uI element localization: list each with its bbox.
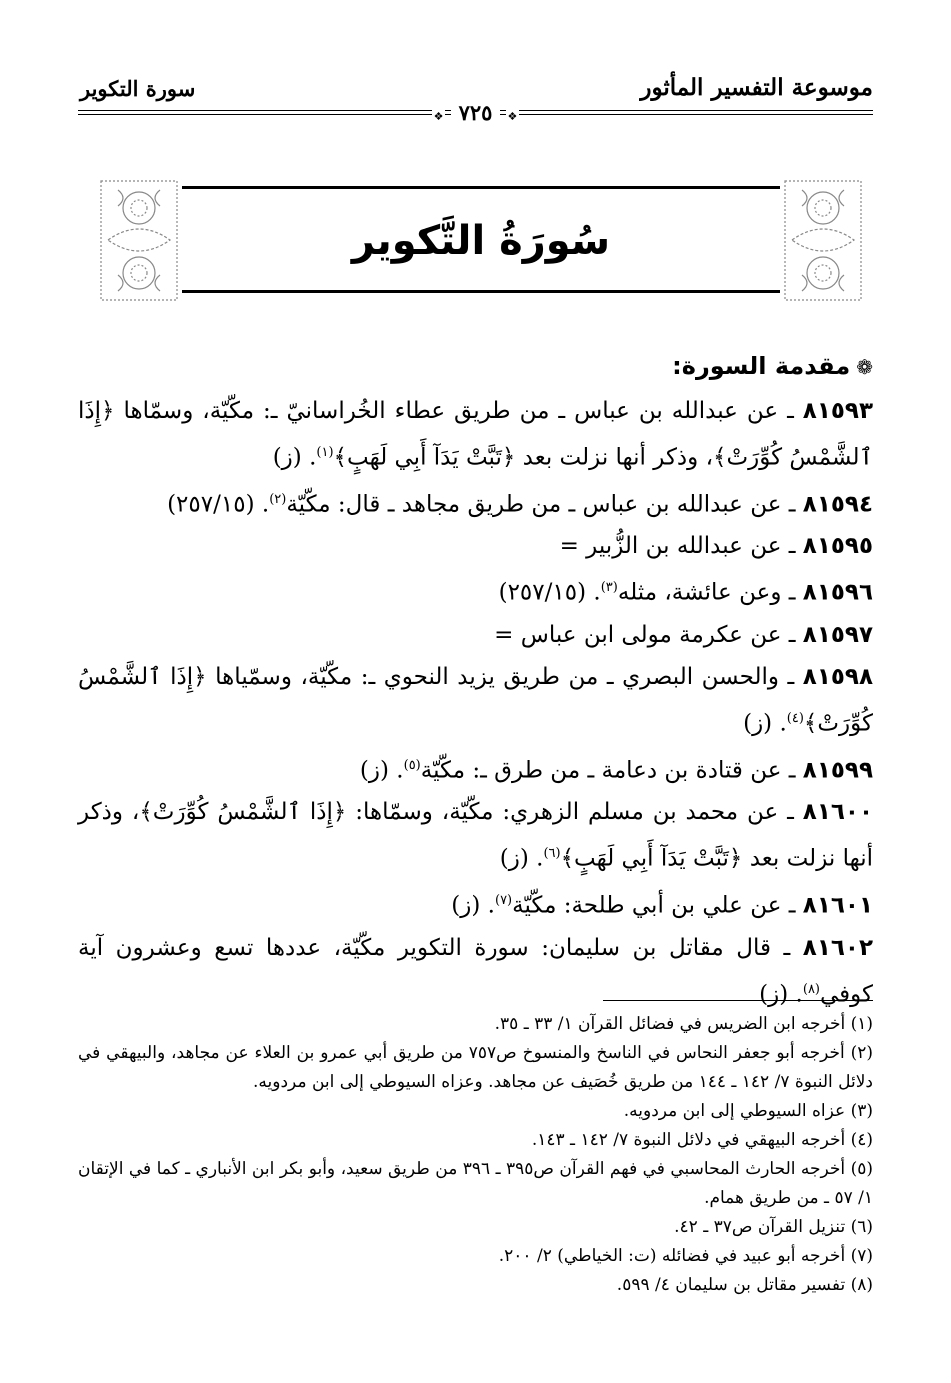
footnote-ref: (٣) [600, 580, 618, 596]
narration-text: ـ عن عبدالله بن عباس ـ من طريق عطاء الخُراسانيّ ـ: مكّيّة، وسمّاها ﴿إِذَا ٱلشَّمْسُ كُوِّرَتْ﴾، وذكر أنها نزلت بعد ﴿تَبَّتْ يَدَآ أَبِي لَهَبٍ﴾ [78, 398, 873, 471]
title-rule-bottom [182, 290, 780, 293]
footnote-ref: (٤) [786, 710, 804, 726]
narration-text: ـ قال مقاتل بن سليمان: سورة التكوير مكّيّة، عددها تسع وعشرون آية كوفي [78, 934, 873, 1008]
narration-text: ـ عن علي بن أبي طلحة: مكّيّة [512, 892, 803, 919]
footnotes [78, 1010, 873, 1300]
narration-number: ٨١٦٠٢ [802, 934, 873, 961]
narration-number: ٨١٥٩٣ [802, 398, 873, 424]
narration-reference: . (ز) [499, 845, 544, 872]
narration-reference: . (ز) [359, 757, 404, 784]
footnote-ref: (٨) [802, 981, 820, 997]
footnote-ref: (١) [316, 445, 334, 460]
footnote: (٨) تفسير مقاتل بن سليمان ٤/ ٥٩٩. [616, 1275, 873, 1295]
title-rule-top [182, 186, 780, 189]
narration-entry [78, 656, 873, 745]
footnote-ref: (٥) [403, 757, 421, 773]
narration-text: ـ عن قتادة بن دعامة ـ من طرق ـ: مكّيّة [420, 757, 803, 784]
narration-text: ـ عن محمد بن مسلم الزهري: مكّيّة، وسمّاها: ﴿إِذَا ٱلشَّمْسُ كُوِّرَتْ﴾، وذكر أنها نزلت بعد ﴿تَبَّتْ يَدَآ أَبِي لَهَبٍ﴾ [78, 799, 873, 872]
footnote: (٧) أخرجه أبو عبيد في فضائله (ت: الخياطي) ٢/ ٢٠٠. [498, 1246, 873, 1266]
narration-entry [78, 525, 873, 567]
surah-title: سُورَةُ التَّكوير [351, 218, 611, 264]
narration-reference: . (٢٥٧/١٥) [498, 579, 601, 606]
narration-number: ٨١٥٩٤ [802, 491, 873, 518]
narration-entry [78, 880, 873, 927]
ornament-icon: ❖ [507, 110, 518, 123]
section-heading [78, 352, 873, 390]
narration-number: ٨١٦٠٠ [802, 799, 873, 826]
narration-reference: . (ز) [272, 444, 317, 471]
narration-reference: . (ز) [759, 981, 803, 1008]
narration-reference: . (٢٥٧/١٥) [167, 491, 270, 518]
narration-number: ٨١٥٩٨ [802, 663, 873, 690]
narration-text: ـ عن عكرمة مولى ابن عباس = [494, 621, 803, 648]
narration-number: ٨١٥٩٩ [802, 757, 873, 784]
narration-entry [78, 614, 873, 656]
narration-text: ـ عن عبدالله بن الزُّبير = [559, 533, 803, 560]
ornament-icon: ❖ [433, 110, 444, 123]
narration-reference: . (ز) [451, 892, 495, 919]
footnote: (٤) أخرجه البيهقي في دلائل النبوة ٧/ ١٤٢ ـ ١٤٣. [531, 1130, 873, 1150]
running-header-surah-name: سورة التكوير [80, 76, 196, 101]
footnote: (٥) أخرجه الحارث المحاسبي في فهم القرآن ص٣٩٥ ـ ٣٩٦ من طريق سعيد، وأبو بكر ابن الأنباري ـ كما في الإتقان ١/ ٥٧ ـ من طريق همام. [78, 1159, 874, 1208]
page-number-container [0, 100, 951, 125]
section-heading-label: مقدمة السورة: [672, 352, 851, 380]
narration-entry [78, 479, 873, 526]
narration-number: ٨١٥٩٧ [802, 621, 873, 648]
narration-reference: . (ز) [743, 710, 787, 737]
main-text [78, 352, 873, 1015]
footnote-ref: (٢) [269, 491, 287, 507]
narration-entry [78, 567, 873, 614]
surah-title-banner [98, 178, 864, 303]
flower-ornament-icon: ❁ [856, 355, 873, 379]
footnote-separator [603, 1000, 873, 1001]
entries-list [78, 390, 873, 1015]
footnote-ref: (٧) [494, 892, 513, 908]
running-header-book-title: موسوعة التفسير المأثور [640, 74, 873, 101]
narration-number: ٨١٥٩٦ [802, 579, 873, 606]
narration-entry [78, 791, 873, 880]
narration-text: ـ عن عبدالله بن عباس ـ من طريق مجاهد ـ قال: مكّيّة [286, 491, 803, 518]
page-number: ٧٢٥ [451, 100, 501, 125]
footnote: (٢) أخرجه أبو جعفر النحاس في الناسخ والمنسوخ ص٧٥٧ من طريق أبي عمرو بن العلاء عن مجاهد، والبيهقي في دلائل النبوة ٧/ ١٤٢ ـ ١٤٤ من طريق خُصَيف عن مجاهد. وعزاه السيوطي إلى ابن مردويه. [78, 1043, 873, 1092]
narration-entry [78, 390, 873, 479]
footnote: (٣) عزاه السيوطي إلى ابن مردويه. [623, 1101, 873, 1121]
narration-text: ـ وعن عائشة، مثله [617, 579, 803, 606]
footnote-ref: (٦) [543, 846, 561, 862]
narration-entry [78, 927, 873, 1016]
footnote: (٦) تنزيل القرآن ص٣٧ ـ ٤٢. [674, 1217, 873, 1237]
footnote: (١) أخرجه ابن الضريس في فضائل القرآن ١/ ٣٣ ـ ٣٥. [494, 1014, 873, 1034]
narration-entry [78, 745, 873, 792]
narration-text: ـ والحسن البصري ـ من طريق يزيد النحوي ـ: مكّيّة، وسمّياها ﴿إِذَا ٱلشَّمْسُ كُوِّرَتْ﴾ [78, 663, 873, 737]
narration-number: ٨١٥٩٥ [802, 533, 873, 560]
narration-number: ٨١٦٠١ [802, 892, 873, 919]
